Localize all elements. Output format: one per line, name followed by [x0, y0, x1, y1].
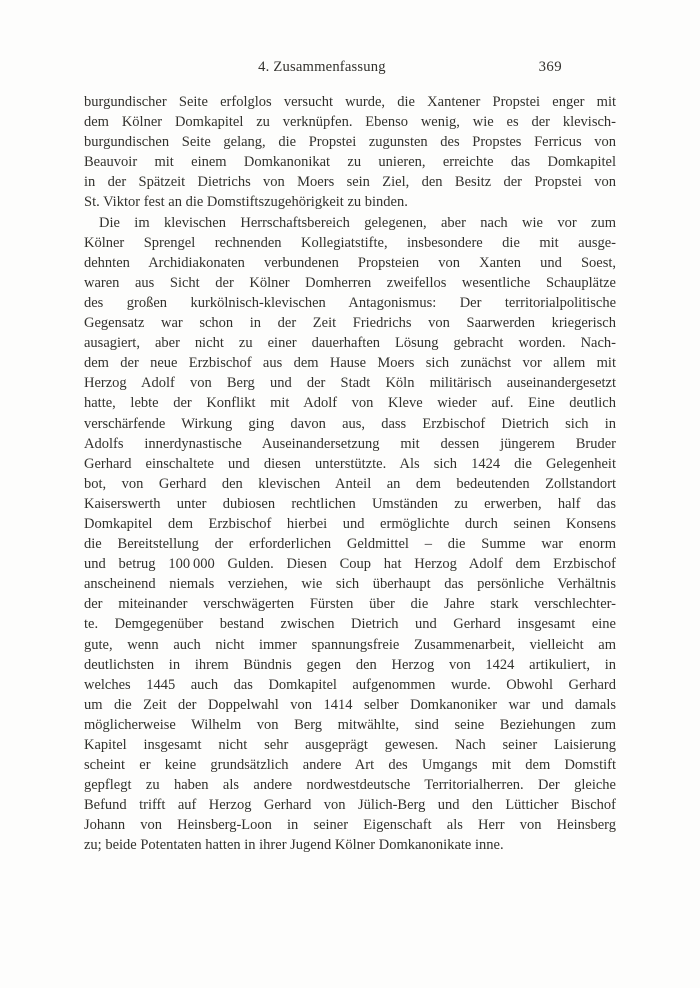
text-line: gepflegt zu haben als andere nordwestdeutsche Territorialherren. Der gleiche [84, 777, 616, 794]
text-line: um die Zeit der Doppelwahl von 1414 selber Domkanoniker war und damals [84, 696, 616, 713]
text-line: hatte, lebte der Konflikt mit Adolf von Kleve wieder auf. Eine deutlich [84, 395, 616, 412]
text-line: ausagiert, aber nicht zu einer dauerhaften Lösung gebracht worden. Nach- [84, 335, 616, 352]
text-line: dehnten Archidiakonaten verbundenen Propsteien von Xanten und Soest, [84, 254, 616, 271]
text-line: Gegensatz war schon in der Zeit Friedrichs von Saarwerden kriegerisch [84, 315, 616, 332]
text-line: dem der neue Erzbischof aus dem Hause Moers sich zunächst vor allem mit [84, 355, 616, 372]
text-line: zu; beide Potentaten hatten in ihrer Jugend Kölner Domkanonikate inne. [84, 837, 504, 854]
text-line: Befund trifft auf Herzog Gerhard von Jülich-Berg und den Lütticher Bischof [84, 797, 616, 814]
page-number: 369 [538, 59, 562, 75]
text-line: Domkapitel dem Erzbischof hierbei und ermöglichte durch seinen Konsens [84, 515, 616, 532]
running-title: 4. Zusammenfassung [258, 59, 386, 75]
text-line: des großen kurkölnisch-klevischen Antagonismus: Der territorialpolitische [84, 294, 616, 311]
text-line: Kapitel insgesamt nicht sehr ausgeprägt gewesen. Nach seiner Laisierung [84, 737, 616, 753]
text-line: und betrug 100 000 Gulden. Diesen Coup hat Herzog Adolf dem Erzbischof [84, 556, 616, 573]
text-line: Herzog Adolf von Berg und der Stadt Köln militärisch auseinandergesetzt [84, 375, 616, 392]
paragraph [84, 92, 616, 213]
text-line: St. Viktor fest an die Domstiftszugehörigkeit zu binden. [84, 194, 408, 211]
text-line: burgundischen Seite gelang, die Propstei zugunsten des Propstes Ferricus von [84, 134, 616, 151]
text-line: deutlichsten in ihrem Bündnis gegen den Herzog von 1424 artikuliert, in [84, 656, 616, 673]
text-line: Adolfs innerdynastische Auseinandersetzung mit dessen jüngerem Bruder [84, 435, 616, 452]
text-line: dem Kölner Domkapitel zu verknüpfen. Ebenso wenig, wie es der klevisch- [84, 114, 616, 131]
text-line: gute, wenn auch nicht immer spannungsfreie Zusammenarbeit, vielleicht am [84, 636, 616, 653]
text-line: die Bereitstellung der erforderlichen Geldmittel – die Summe war enorm [84, 536, 616, 553]
text-line: Gerhard einschaltete und diesen unterstützte. Als sich 1424 die Gelegenheit [84, 455, 616, 472]
text-line: waren aus Sicht der Kölner Domherren zweifellos wesentliche Schauplätze [84, 274, 616, 291]
text-line: verschärfende Wirkung ging davon aus, dass Erzbischof Dietrich sich in [84, 415, 616, 432]
text-line: Beauvoir mit einem Domkanonikat zu unieren, erreichte das Domkapitel [84, 154, 616, 171]
text-line: anscheinend niemals verziehen, wie sich überhaupt das persönliche Verhältnis [84, 576, 616, 593]
text-line: möglicherweise Wilhelm von Berg mitwählte, sind seine Beziehungen zum [84, 716, 616, 733]
text-line: scheint er keine grundsätzlich andere Art des Umgangs mit dem Domstift [84, 757, 616, 774]
text-line: der miteinander verschwägerten Fürsten über die Jahre stark verschlechter- [84, 596, 616, 613]
text-line: Kölner Sprengel rechnenden Kollegiatstifte, insbesondere die mit ausge- [84, 234, 616, 251]
text-line: Kaiserswerth unter dubiosen rechtlichen Umständen zu erwerben, half das [84, 495, 616, 512]
text-line: welches 1445 auch das Domkapitel aufgenommen wurde. Obwohl Gerhard [84, 676, 616, 693]
text-line: in der Spätzeit Dietrichs von Moers sein Ziel, den Besitz der Propstei von [84, 174, 616, 191]
body-text [84, 92, 616, 856]
text-line: burgundischer Seite erfolglos versucht wurde, die Xantener Propstei enger mit [84, 94, 616, 110]
text-line: Johann von Heinsberg-Loon in seiner Eigenschaft als Herr von Heinsberg [84, 817, 616, 834]
text-line: Die im klevischen Herrschaftsbereich gelegenen, aber nach wie vor zum [99, 214, 616, 231]
paragraph [84, 213, 616, 856]
text-line: bot, von Gerhard den klevischen Anteil an dem bedeutenden Zollstandort [84, 475, 616, 492]
text-line: te. Demgegenüber bestand zwischen Dietrich und Gerhard insgesamt eine [84, 616, 616, 633]
